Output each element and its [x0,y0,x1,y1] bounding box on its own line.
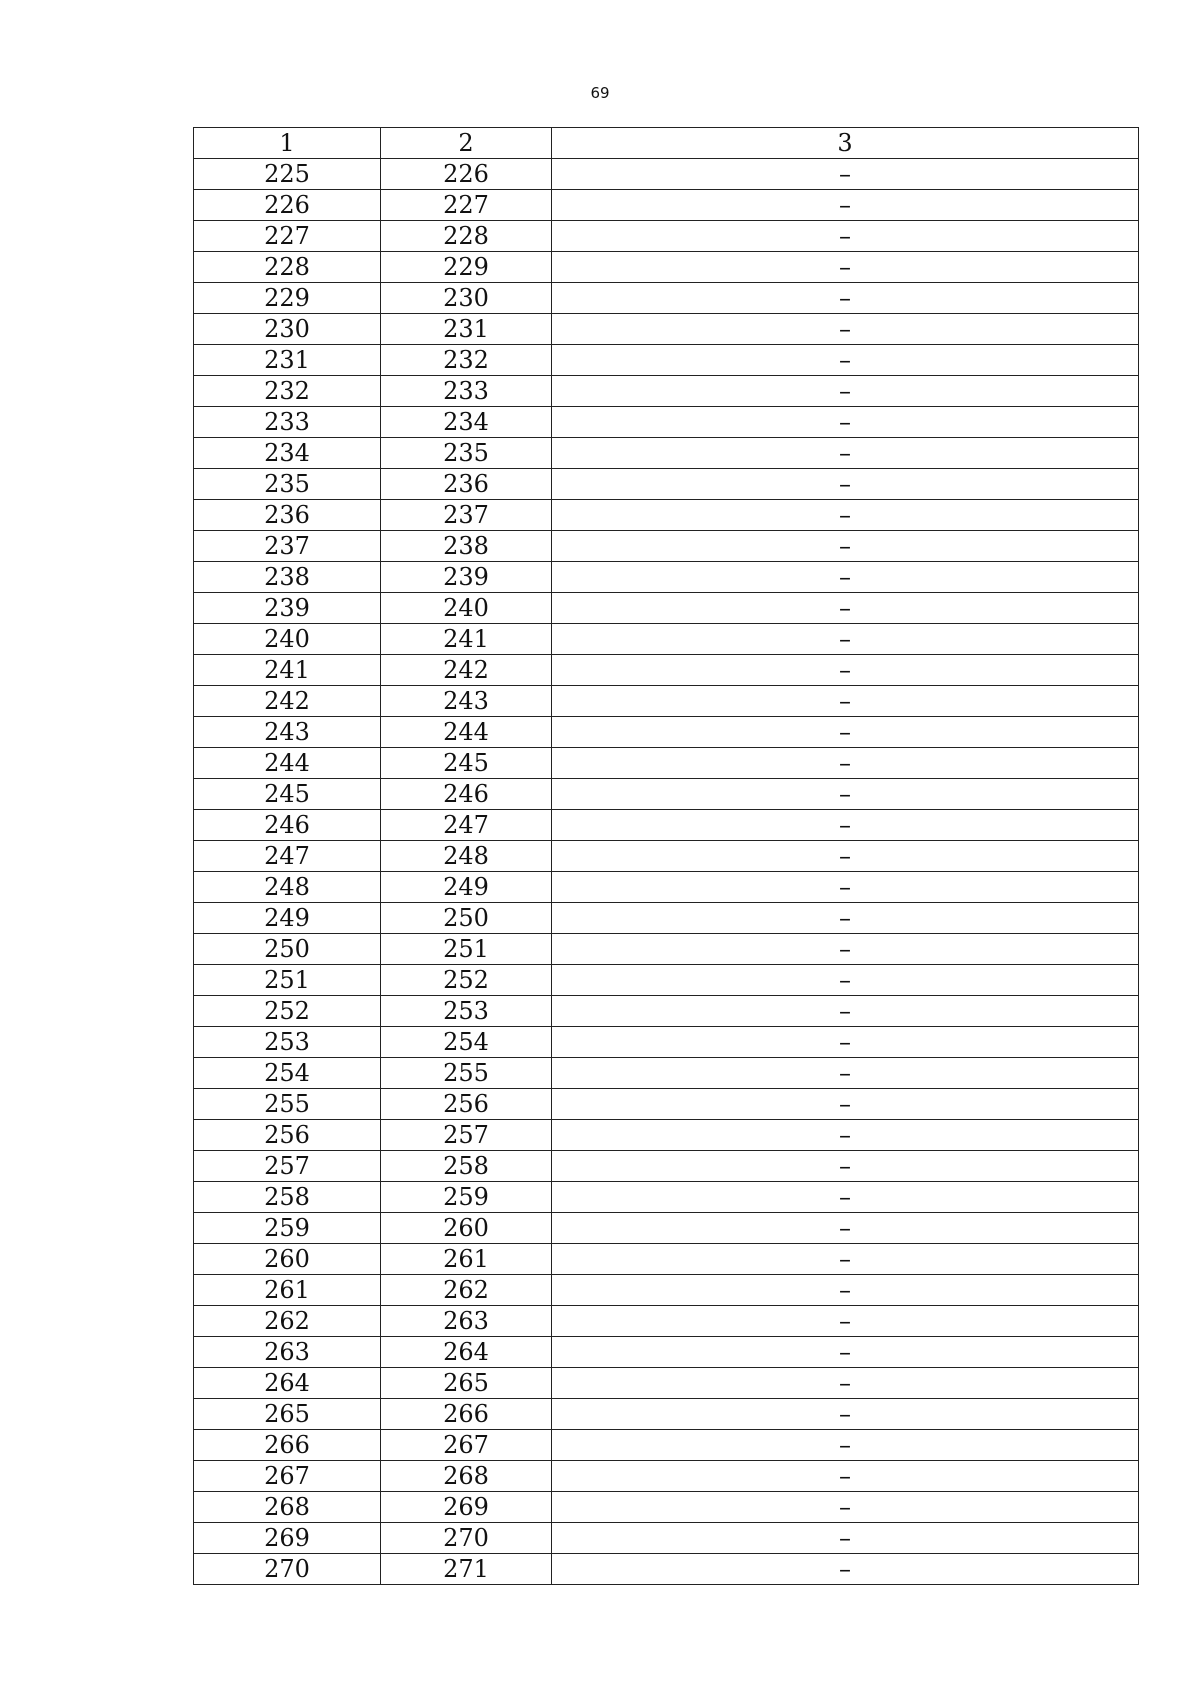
table-cell-col-3: – [552,438,1139,469]
table-cell-col-2: 267 [381,1430,552,1461]
table-cell-col-2: 228 [381,221,552,252]
table-cell-col-3: – [552,1213,1139,1244]
table-row [194,810,1139,841]
table-row [194,903,1139,934]
table-cell-col-3: – [552,748,1139,779]
table-row [194,159,1139,190]
table-row [194,841,1139,872]
table-cell-col-2: 235 [381,438,552,469]
table-header [194,128,1139,159]
table-cell-col-2: 240 [381,593,552,624]
table-cell-col-2: 247 [381,810,552,841]
table-row [194,190,1139,221]
table-row [194,1430,1139,1461]
table-row [194,1089,1139,1120]
table-cell-col-3: – [552,841,1139,872]
table-cell-col-3: – [552,407,1139,438]
table-cell-col-2: 246 [381,779,552,810]
table-cell-col-1: 250 [194,934,381,965]
table-cell-col-3: – [552,810,1139,841]
table-cell-col-2: 269 [381,1492,552,1523]
table-cell-col-3: – [552,1337,1139,1368]
table-cell-col-3: – [552,1554,1139,1585]
table-row [194,1306,1139,1337]
table-cell-col-2: 229 [381,252,552,283]
table-cell-col-2: 268 [381,1461,552,1492]
table-cell-col-2: 230 [381,283,552,314]
table-row [194,469,1139,500]
page-number: 69 [590,84,610,102]
table-cell-col-1: 252 [194,996,381,1027]
table-cell-col-3: – [552,1244,1139,1275]
table-cell-col-1: 249 [194,903,381,934]
table-cell-col-1: 263 [194,1337,381,1368]
table-cell-col-2: 261 [381,1244,552,1275]
table-cell-col-1: 247 [194,841,381,872]
table-cell-col-1: 225 [194,159,381,190]
table-row [194,1492,1139,1523]
table-cell-col-1: 227 [194,221,381,252]
table-row [194,345,1139,376]
table-cell-col-3: – [552,1430,1139,1461]
table-row [194,934,1139,965]
table-cell-col-1: 231 [194,345,381,376]
table-row [194,686,1139,717]
table-cell-col-1: 251 [194,965,381,996]
table-cell-col-2: 234 [381,407,552,438]
table-cell-col-1: 226 [194,190,381,221]
column-header-2: 2 [381,128,552,159]
table-row [194,717,1139,748]
table-cell-col-1: 259 [194,1213,381,1244]
table-cell-col-1: 232 [194,376,381,407]
table-row [194,1523,1139,1554]
table-cell-col-2: 248 [381,841,552,872]
table-cell-col-3: – [552,624,1139,655]
table-cell-col-2: 243 [381,686,552,717]
table-row [194,252,1139,283]
table-cell-col-2: 249 [381,872,552,903]
table-cell-col-1: 240 [194,624,381,655]
table-cell-col-2: 242 [381,655,552,686]
table-row [194,593,1139,624]
table-cell-col-1: 255 [194,1089,381,1120]
header-row [194,128,1139,159]
table-cell-col-2: 239 [381,562,552,593]
table-cell-col-3: – [552,562,1139,593]
table-row [194,407,1139,438]
table-cell-col-1: 235 [194,469,381,500]
table-cell-col-3: – [552,1368,1139,1399]
table-cell-col-3: – [552,1182,1139,1213]
table-cell-col-2: 264 [381,1337,552,1368]
table-cell-col-3: – [552,996,1139,1027]
table-cell-col-3: – [552,655,1139,686]
table-row [194,965,1139,996]
table-cell-col-2: 263 [381,1306,552,1337]
table-cell-col-2: 266 [381,1399,552,1430]
table-row [194,624,1139,655]
table-cell-col-1: 256 [194,1120,381,1151]
table-row [194,221,1139,252]
table-row [194,500,1139,531]
table-cell-col-3: – [552,1306,1139,1337]
table-cell-col-2: 227 [381,190,552,221]
table-cell-col-3: – [552,903,1139,934]
table-row [194,779,1139,810]
table-cell-col-3: – [552,500,1139,531]
table-cell-col-3: – [552,965,1139,996]
table-row [194,283,1139,314]
table-cell-col-2: 265 [381,1368,552,1399]
table-cell-col-1: 268 [194,1492,381,1523]
table-cell-col-1: 242 [194,686,381,717]
table-cell-col-3: – [552,314,1139,345]
table-cell-col-1: 248 [194,872,381,903]
table-cell-col-1: 257 [194,1151,381,1182]
table-cell-col-3: – [552,1492,1139,1523]
table-cell-col-1: 246 [194,810,381,841]
table-cell-col-1: 269 [194,1523,381,1554]
column-header-3: 3 [552,128,1139,159]
table-cell-col-3: – [552,872,1139,903]
table-cell-col-2: 252 [381,965,552,996]
table-cell-col-3: – [552,376,1139,407]
table-row [194,1213,1139,1244]
table-cell-col-3: – [552,717,1139,748]
table-cell-col-3: – [552,1523,1139,1554]
table-cell-col-2: 241 [381,624,552,655]
table-cell-col-1: 262 [194,1306,381,1337]
table-row [194,1151,1139,1182]
table-cell-col-3: – [552,1461,1139,1492]
table-cell-col-1: 239 [194,593,381,624]
table-cell-col-1: 258 [194,1182,381,1213]
table-cell-col-1: 266 [194,1430,381,1461]
table-cell-col-2: 255 [381,1058,552,1089]
table-row [194,1027,1139,1058]
table-cell-col-2: 254 [381,1027,552,1058]
table-cell-col-1: 267 [194,1461,381,1492]
table-cell-col-2: 262 [381,1275,552,1306]
table-row [194,748,1139,779]
table-row [194,438,1139,469]
table-row [194,996,1139,1027]
table-cell-col-1: 243 [194,717,381,748]
table-cell-col-2: 260 [381,1213,552,1244]
table-cell-col-1: 233 [194,407,381,438]
table-cell-col-1: 237 [194,531,381,562]
table-cell-col-2: 270 [381,1523,552,1554]
table-cell-col-1: 245 [194,779,381,810]
table-cell-col-2: 256 [381,1089,552,1120]
table-cell-col-2: 258 [381,1151,552,1182]
table-cell-col-2: 251 [381,934,552,965]
table-row [194,1182,1139,1213]
table-cell-col-3: – [552,1275,1139,1306]
table-cell-col-3: – [552,1151,1139,1182]
table-cell-col-1: 241 [194,655,381,686]
table-cell-col-1: 260 [194,1244,381,1275]
table-cell-col-2: 226 [381,159,552,190]
table-cell-col-2: 231 [381,314,552,345]
table-row [194,1337,1139,1368]
table-row [194,376,1139,407]
table-row [194,1244,1139,1275]
table-cell-col-1: 265 [194,1399,381,1430]
table-cell-col-2: 244 [381,717,552,748]
table-row [194,1368,1139,1399]
table-cell-col-2: 238 [381,531,552,562]
table-cell-col-3: – [552,531,1139,562]
table-cell-col-3: – [552,1058,1139,1089]
table-row [194,314,1139,345]
table-cell-col-2: 271 [381,1554,552,1585]
table-cell-col-1: 236 [194,500,381,531]
table-cell-col-1: 238 [194,562,381,593]
table-cell-col-1: 229 [194,283,381,314]
table-cell-col-3: – [552,1027,1139,1058]
table-cell-col-1: 244 [194,748,381,779]
table-cell-col-2: 253 [381,996,552,1027]
table-cell-col-3: – [552,469,1139,500]
table-cell-col-1: 234 [194,438,381,469]
table-cell-col-1: 230 [194,314,381,345]
table-cell-col-3: – [552,934,1139,965]
table-cell-col-1: 261 [194,1275,381,1306]
table-row [194,1275,1139,1306]
table-cell-col-2: 236 [381,469,552,500]
table-cell-col-2: 233 [381,376,552,407]
table-cell-col-2: 237 [381,500,552,531]
column-header-1: 1 [194,128,381,159]
table-cell-col-3: – [552,686,1139,717]
table-cell-col-2: 259 [381,1182,552,1213]
table-row [194,1554,1139,1585]
table-row [194,562,1139,593]
table-cell-col-1: 254 [194,1058,381,1089]
table-cell-col-3: – [552,159,1139,190]
data-table [193,127,1139,1585]
table-cell-col-1: 270 [194,1554,381,1585]
table-cell-col-3: – [552,779,1139,810]
table-cell-col-1: 264 [194,1368,381,1399]
table-row [194,1461,1139,1492]
table-row [194,1058,1139,1089]
table-cell-col-1: 253 [194,1027,381,1058]
table-cell-col-3: – [552,593,1139,624]
table-cell-col-1: 228 [194,252,381,283]
table-row [194,655,1139,686]
table-cell-col-3: – [552,1399,1139,1430]
table-cell-col-2: 245 [381,748,552,779]
table-cell-col-3: – [552,1120,1139,1151]
table-cell-col-2: 250 [381,903,552,934]
table-cell-col-3: – [552,221,1139,252]
table-cell-col-3: – [552,345,1139,376]
table-cell-col-3: – [552,1089,1139,1120]
table-cell-col-3: – [552,283,1139,314]
table-cell-col-3: – [552,190,1139,221]
table-row [194,531,1139,562]
table-row [194,1120,1139,1151]
table-row [194,872,1139,903]
table-cell-col-3: – [552,252,1139,283]
table-cell-col-2: 257 [381,1120,552,1151]
table-row [194,1399,1139,1430]
table-body [194,159,1139,1585]
table-cell-col-2: 232 [381,345,552,376]
